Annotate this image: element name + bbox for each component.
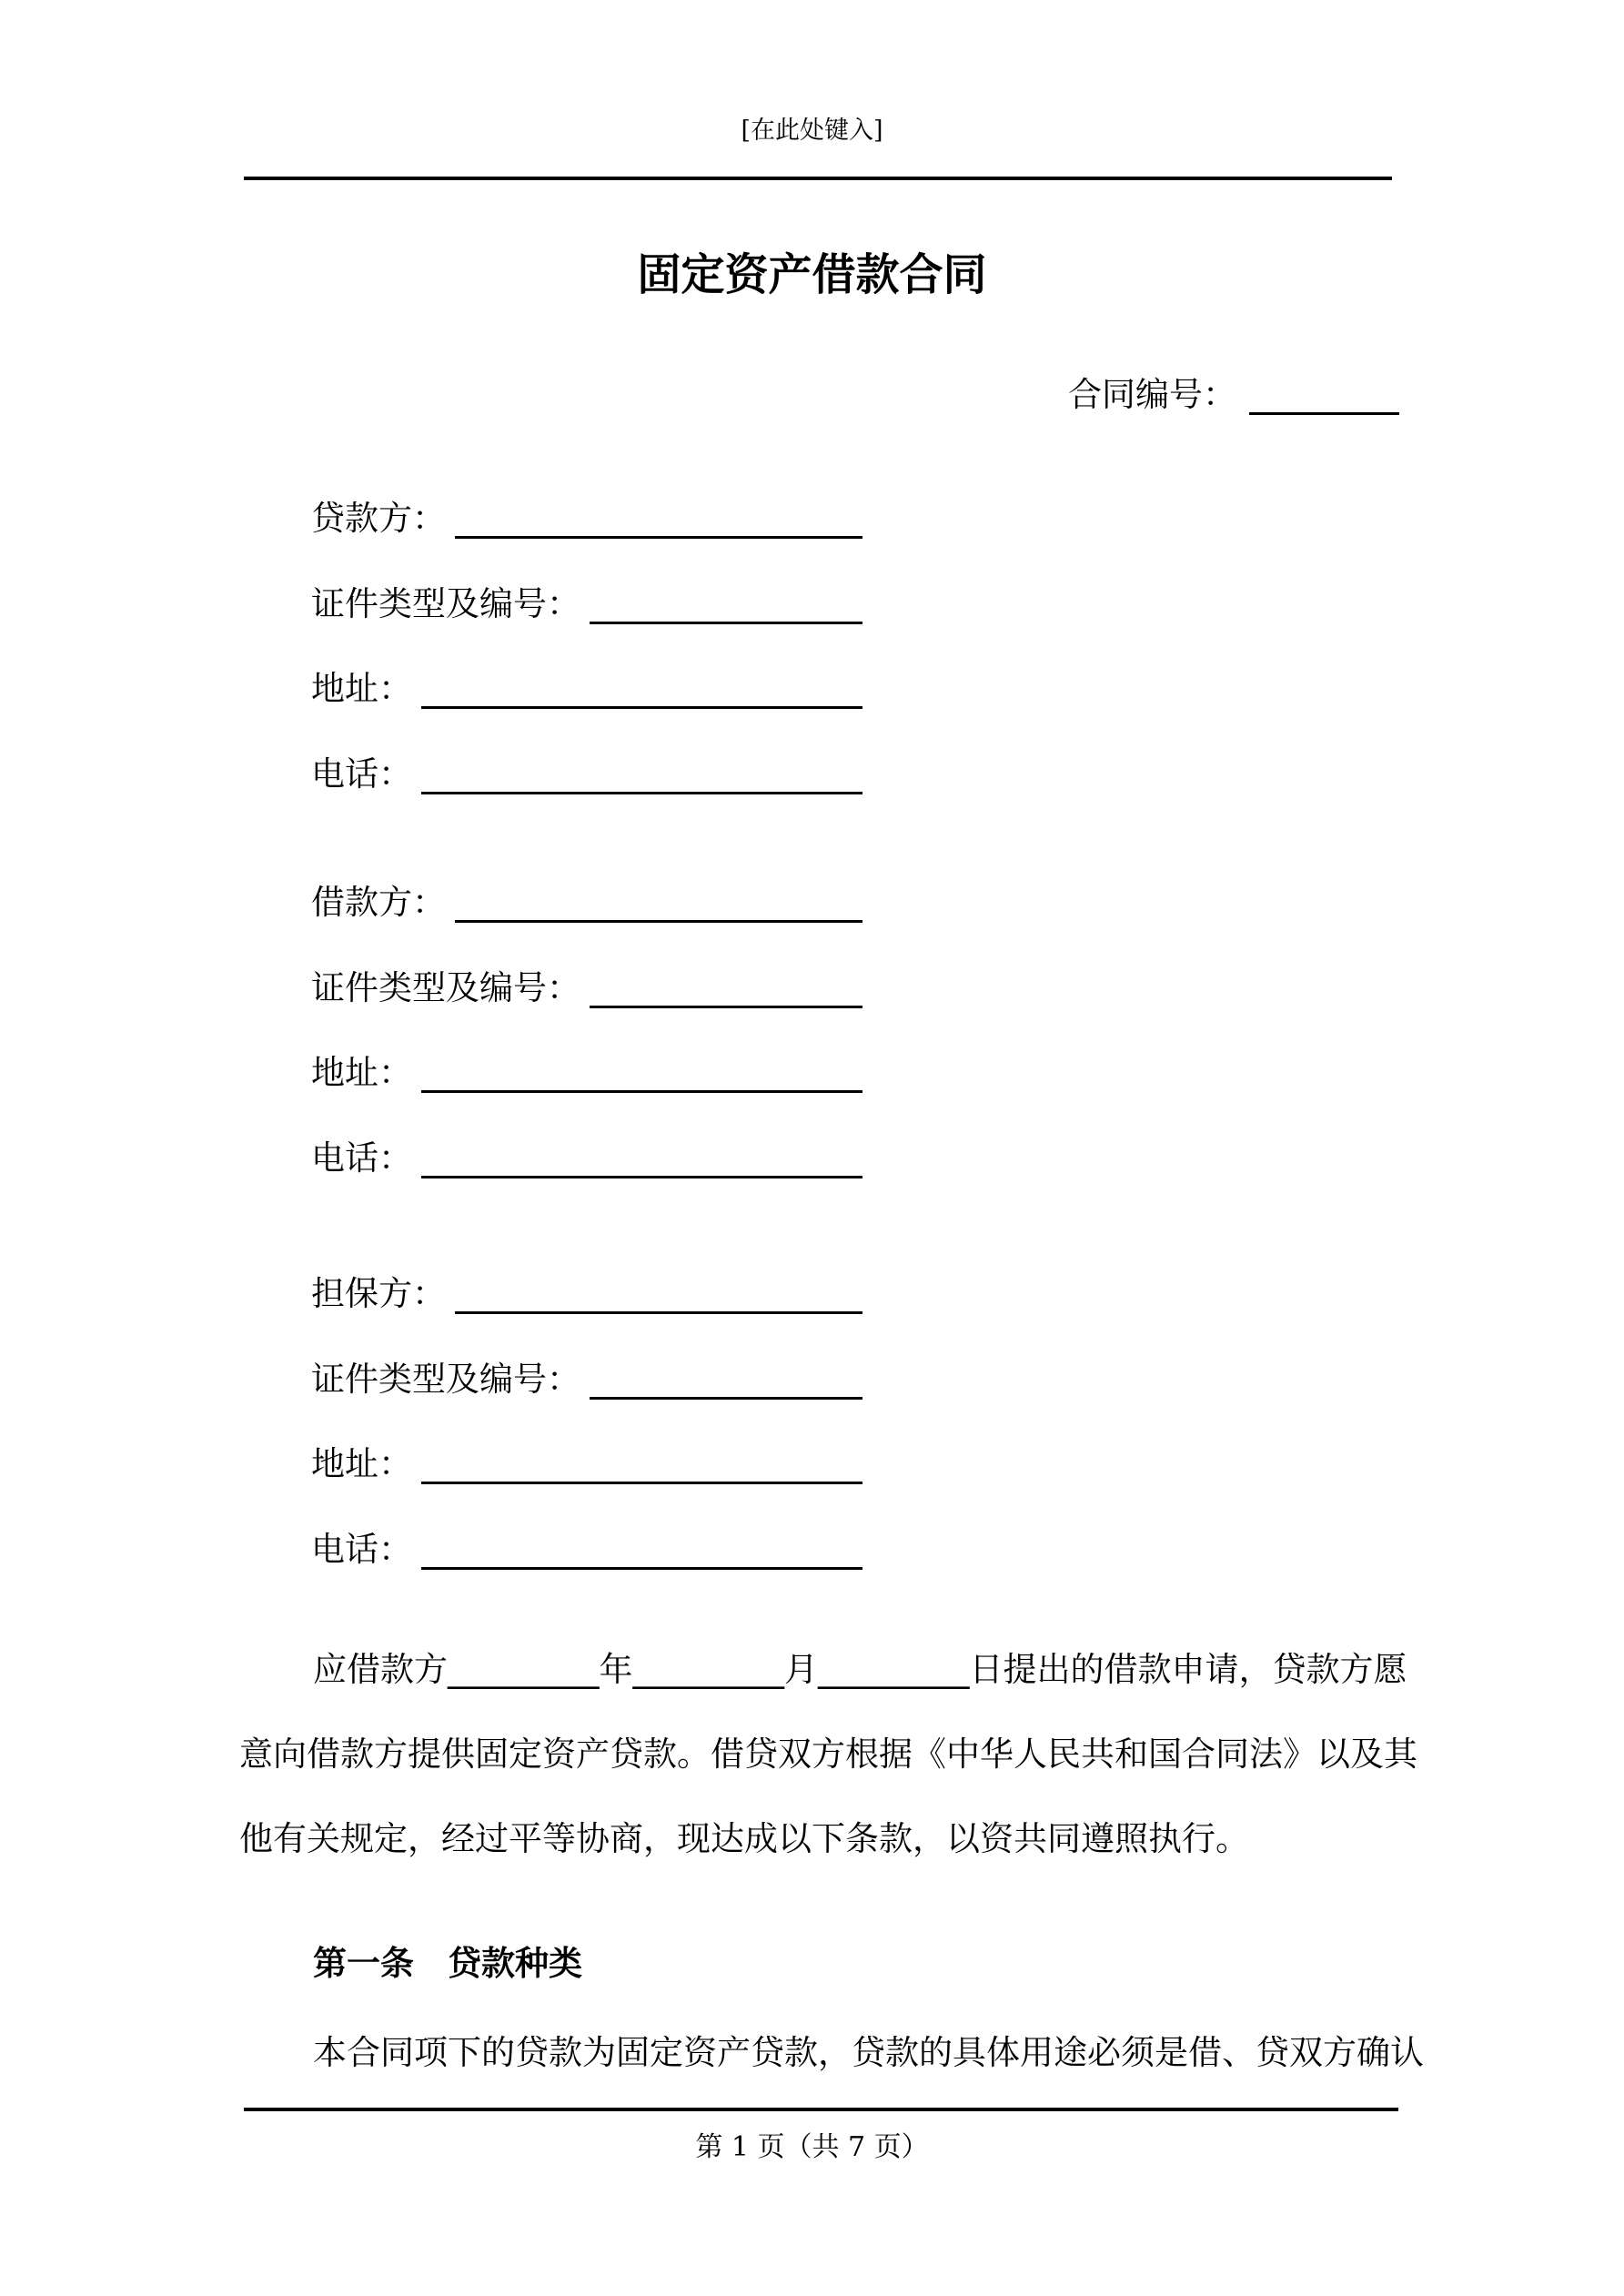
contract-number-row: [1068, 371, 1399, 415]
guarantor-id-label: 证件类型及编号：: [311, 1360, 580, 1399]
guarantor-id-blank[interactable]: [590, 1357, 862, 1400]
lender-phone-label: 电话：: [311, 754, 412, 794]
lender-name-label: 贷款方：: [311, 499, 446, 538]
footer-rule: [244, 2108, 1398, 2111]
lender-id-label: 证件类型及编号：: [311, 584, 580, 623]
contract-number-label: 合同编号：: [1068, 375, 1236, 414]
borrower-name-blank[interactable]: [455, 880, 862, 923]
borrower-id-blank[interactable]: [590, 966, 862, 1008]
lender-address-blank[interactable]: [421, 666, 862, 709]
lender-id-blank[interactable]: [590, 582, 862, 624]
guarantor-phone-label: 电话：: [311, 1530, 412, 1569]
contract-number-blank[interactable]: [1249, 372, 1399, 415]
document-title: 固定资产借款合同: [637, 249, 987, 300]
guarantor-name-blank[interactable]: [455, 1271, 862, 1314]
guarantor-phone-blank[interactable]: [421, 1527, 862, 1570]
guarantor-id-row: [311, 1356, 862, 1400]
borrower-address-blank[interactable]: [421, 1050, 862, 1093]
section1-body: 本合同项下的贷款为固定资产贷款，贷款的具体用途必须是借、贷双方确认: [313, 2033, 1424, 2072]
guarantor-name-label: 担保方：: [311, 1274, 446, 1313]
borrower-name-label: 借款方：: [311, 883, 446, 922]
lender-name-row: [311, 495, 862, 539]
borrower-id-row: [311, 965, 862, 1008]
guarantor-address-blank[interactable]: [421, 1441, 862, 1484]
section1-heading: 第一条 贷款种类: [313, 1944, 582, 1983]
lender-name-blank[interactable]: [455, 496, 862, 539]
intro-line-2: 意向借款方提供固定资产贷款。借贷双方根据《中华人民共和国合同法》以及其: [239, 1735, 1417, 1774]
intro-line-1: 应借款方_________年_________月_________日提出的借款申请，贷款方愿: [313, 1650, 1407, 1689]
borrower-address-label: 地址：: [311, 1053, 412, 1092]
guarantor-address-label: 地址：: [311, 1444, 412, 1483]
borrower-phone-row: [311, 1135, 862, 1178]
lender-id-row: [311, 581, 862, 624]
guarantor-name-row: [311, 1270, 862, 1314]
intro-paragraph: [239, 1650, 1417, 1906]
guarantor-phone-row: [311, 1526, 862, 1570]
borrower-address-row: [311, 1049, 862, 1093]
borrower-name-row: [311, 879, 862, 923]
intro-line-3: 他有关规定，经过平等协商，现达成以下条款，以资共同遵照执行。: [239, 1819, 1249, 1858]
guarantor-address-row: [311, 1441, 862, 1484]
lender-address-row: [311, 665, 862, 709]
lender-phone-blank[interactable]: [421, 752, 862, 794]
lender-phone-row: [311, 751, 862, 794]
lender-address-label: 地址：: [311, 669, 412, 708]
header-rule: [244, 177, 1392, 180]
header-type-here-placeholder[interactable]: [在此处键入]: [741, 116, 883, 145]
footer-page-number: 第 1 页（共 7 页）: [695, 2131, 929, 2163]
borrower-phone-blank[interactable]: [421, 1136, 862, 1178]
borrower-id-label: 证件类型及编号：: [311, 968, 580, 1007]
borrower-phone-label: 电话：: [311, 1138, 412, 1178]
